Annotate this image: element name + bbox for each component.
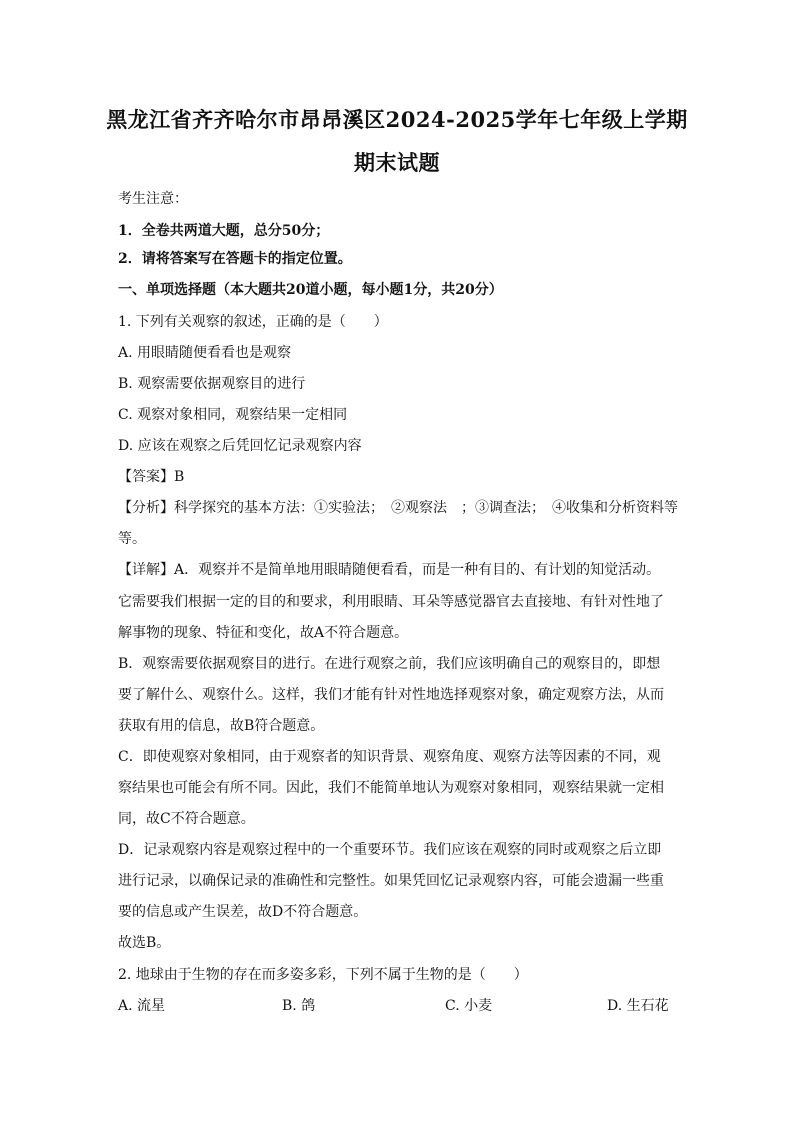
question-2-option-a: A. 流星 — [118, 998, 166, 1014]
notice-item-1: 1．全卷共两道大题，总分50分； — [118, 223, 330, 239]
question-2-option-c: C. 小麦 — [445, 998, 493, 1014]
question-1-analysis-line: 等。 — [118, 531, 146, 547]
question-2-stem: 2. 地球由于生物的存在而多姿多彩，下列不属于生物的是（ ） — [118, 967, 528, 983]
question-1-detail-line: 它需要我们根据一定的目的和要求，利用眼睛、耳朵等感觉器官去直接地、有针对性地了 — [118, 594, 664, 610]
question-1-answer: 【答案】B — [118, 469, 185, 485]
question-1-detail-line: B．观察需要依据观察目的进行。在进行观察之前，我们应该明确自己的观察目的，即想 — [118, 656, 661, 672]
notice-item-2: 2．请将答案写在答题卡的指定位置。 — [118, 251, 352, 267]
question-1-option-d: D. 应该在观察之后凭回忆记录观察内容 — [118, 438, 362, 454]
question-2-option-d: D. 生石花 — [607, 998, 669, 1014]
question-1-stem: 1. 下列有关观察的叙述，正确的是（ ） — [118, 314, 388, 330]
question-1-detail-line: 解事物的现象、特征和变化，故A不符合题意。 — [118, 625, 409, 641]
question-1-detail-line: 获取有用的信息，故B符合题意。 — [118, 718, 325, 734]
question-1-detail-line: 察结果也可能会有所不同。因此，我们不能简单地认为观察对象相同，观察结果就一定相 — [118, 780, 664, 796]
question-1-option-a: A. 用眼睛随便看看也是观察 — [118, 345, 292, 361]
question-1-detail-line: 进行记录，以确保记录的准确性和完整性。如果凭回忆记录观察内容，可能会遗漏一些重 — [118, 873, 664, 889]
question-1-detail-line: 同，故C不符合题意。 — [118, 811, 255, 827]
question-1-detail-line: 要的信息或产生误差，故D不符合题意。 — [118, 904, 368, 920]
document-title-line2: 期末试题 — [354, 150, 440, 175]
question-1-conclusion: 故选B。 — [118, 935, 171, 951]
question-1-detail-line: C．即使观察对象相同，由于观察者的知识背景、观察角度、观察方法等因素的不同，观 — [118, 749, 661, 765]
notice-heading: 考生注意： — [118, 191, 188, 207]
question-1-analysis-line: 【分析】科学探究的基本方法：①实验法； ②观察法 ；③调查法； ④收集和分析资料等 — [118, 500, 678, 516]
question-2-option-b: B. 鸽 — [282, 998, 316, 1014]
question-1-detail-line: D．记录观察内容是观察过程中的一个重要环节。我们应该在观察的同时或观察之后立即 — [118, 842, 662, 858]
section-heading: 一、单项选择题（本大题共20道小题，每小题1分，共20分） — [118, 282, 503, 298]
question-1-option-b: B. 观察需要依据观察目的进行 — [118, 376, 306, 392]
question-1-detail-line: 【详解】A．观察并不是简单地用眼睛随便看看，而是一种有目的、有计划的知觉活动。 — [118, 562, 661, 578]
question-1-option-c: C. 观察对象相同，观察结果一定相同 — [118, 407, 348, 423]
question-1-detail-line: 要了解什么、观察什么。这样，我们才能有针对性地选择观察对象，确定观察方法，从而 — [118, 687, 664, 703]
document-title-line1: 黑龙江省齐齐哈尔市昂昂溪区2024-2025学年七年级上学期 — [106, 107, 688, 132]
